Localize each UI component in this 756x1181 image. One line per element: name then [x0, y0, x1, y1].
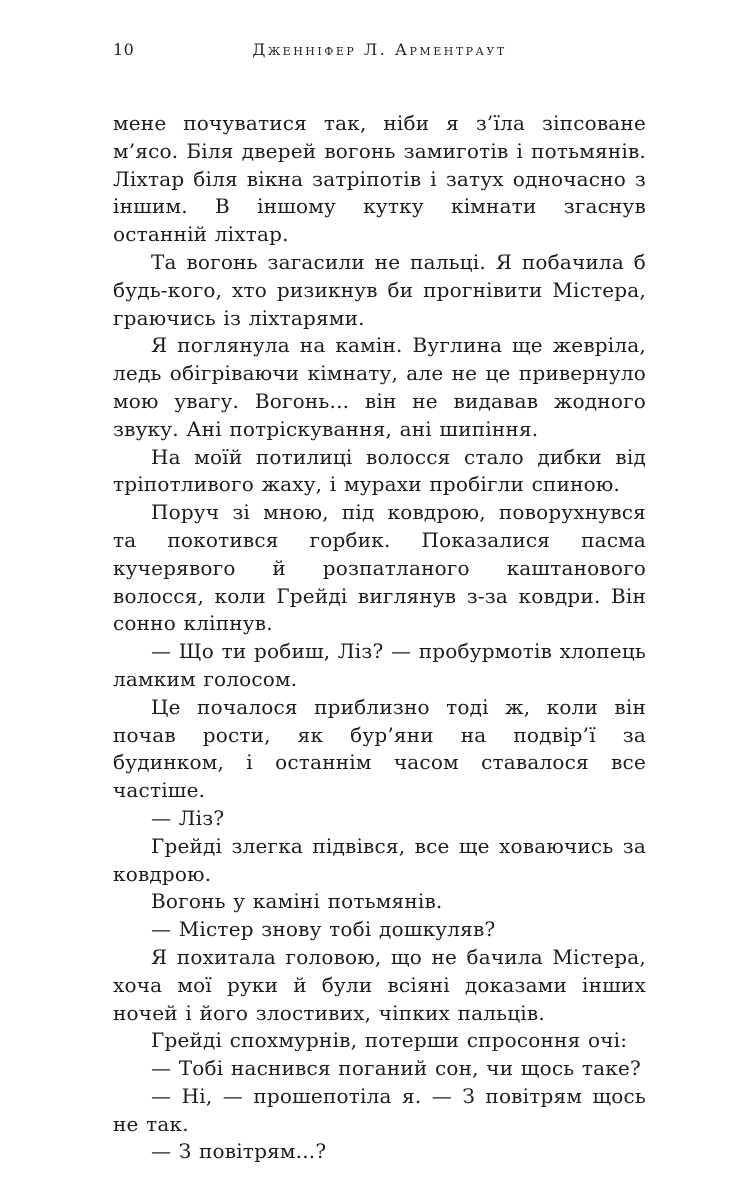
text-block	[113, 110, 646, 1166]
running-header	[113, 40, 646, 60]
paragraph: Вогонь у каміні потьмянів.	[151, 889, 443, 914]
paragraph: Грейді злегка підвівся, все ще ховаючись за ковдрою.	[113, 833, 646, 886]
paragraph: мене почуватися так, ніби я з’їла зіпсоване м’ясо. Біля дверей вогонь замиготів і потьмянів. Ліхтар біля вікна затріпотів і затух одночасно з іншим. В іншому кутку кімнати згаснув останній ліхтар.	[113, 111, 646, 247]
paragraph: Поруч зі мною, під ковдрою, поворухнувся та покотився горбик. Показалися пасма кучерявого й розпатланого каштанового волосся, коли Грейді виглянув з-за ковдри. Він сонно кліпнув.	[113, 500, 646, 636]
running-header-title: Дженніфер Л. Арментраут	[252, 40, 507, 59]
paragraph: Я похитала головою, що не бачила Містера, хоча мої руки й були всіяні доказами інших ночей і його злостивих, чіпких пальців.	[113, 944, 646, 1025]
paragraph: — Ні, — прошепотіла я. — З повітрям щось не так.	[113, 1083, 646, 1136]
paragraph: Я поглянула на камін. Вуглина ще жевріла, ледь обігріваючи кімнату, але не це привернуло мою увагу. Вогонь... він не видавав жодного звуку. Ані потріскування, ані шипіння.	[113, 333, 646, 441]
paragraph: — Містер знову тобі дошкуляв?	[151, 917, 496, 942]
paragraph: — Тобі наснився поганий сон, чи щось таке?	[151, 1056, 641, 1081]
paragraph: Це почалося приблизно тоді ж, коли він почав рости, як бур’яни на подвір’ї за будинком, і останнім часом ставалося все частіше.	[113, 694, 646, 803]
paragraph: Та вогонь загасили не пальці. Я побачила б будь-кого, хто ризикнув би прогнівити Містера, граючись із ліхтарями.	[113, 249, 646, 330]
paragraph: — Що ти робиш, Ліз? — пробурмотів хлопець ламким голосом.	[113, 639, 646, 691]
paragraph: — Ліз?	[151, 805, 225, 830]
paragraph: — З повітрям...?	[151, 1139, 327, 1164]
paragraph: Грейді спохмурнів, потерши спросоння очі:	[151, 1028, 628, 1053]
page-number: 10	[113, 40, 135, 59]
paragraph: На моїй потилиці волосся стало дибки від тріпотливого жаху, і мурахи пробігли спиною.	[113, 444, 646, 497]
